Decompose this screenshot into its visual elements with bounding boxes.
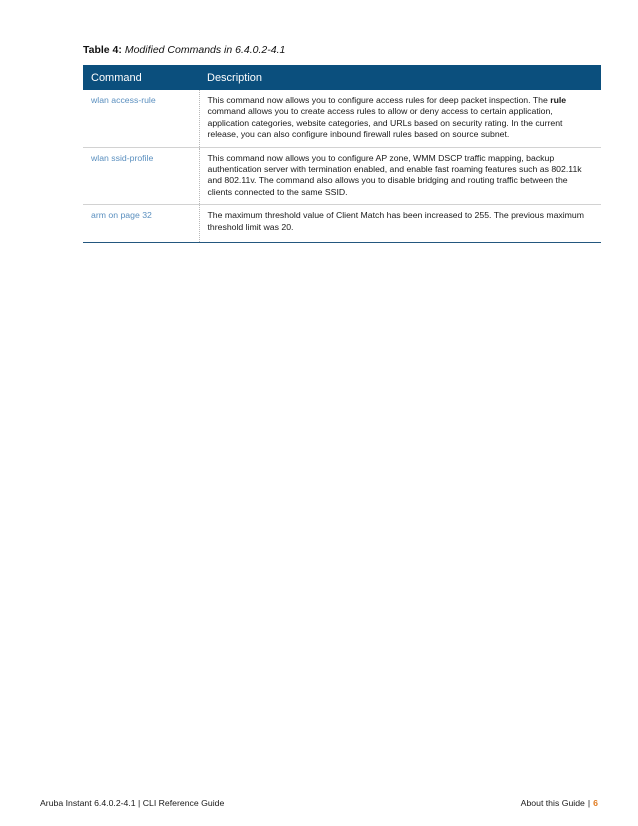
modified-commands-table xyxy=(83,65,601,243)
table-row xyxy=(83,90,601,147)
table-caption-label: Table 4: xyxy=(83,44,122,56)
column-header-command: Command xyxy=(83,65,199,90)
table-caption-title: Modified Commands in 6.4.0.2-4.1 xyxy=(124,44,286,56)
description-text: This command now allows you to configure access rules for deep packet inspection. The xyxy=(207,95,551,105)
table-caption xyxy=(83,44,285,56)
footer-document-title: Aruba Instant 6.4.0.2-4.1 | CLI Reference Guide xyxy=(40,798,225,808)
description-cell xyxy=(199,147,601,205)
description-text: The maximum threshold value of Client Match has been increased to 255. The previous maximum threshold limit was 20. xyxy=(207,210,584,232)
column-header-description: Description xyxy=(199,65,601,90)
table-header-row xyxy=(83,65,601,90)
footer-page-info xyxy=(521,798,598,808)
footer-separator: | xyxy=(587,798,591,808)
page-number: 6 xyxy=(593,798,598,808)
description-keyword: rule xyxy=(550,95,567,105)
footer-section-label: About this Guide xyxy=(520,798,585,808)
command-link-arm[interactable]: arm on page 32 xyxy=(83,205,199,243)
description-text: This command now allows you to configure AP zone, WMM DSCP traffic mapping, backup authentication server with termination enabled, and enable fast roaming features such as 802.11k and 802.11v. The command also allows you to disable bridging and routing traffic between the clients connected to the same SSID. xyxy=(207,152,582,197)
table-row xyxy=(83,147,601,205)
command-link-wlan-access-rule[interactable]: wlan access-rule xyxy=(83,90,199,147)
table-row xyxy=(83,205,601,243)
command-link-wlan-ssid-profile[interactable]: wlan ssid-profile xyxy=(83,147,199,205)
description-cell xyxy=(199,205,601,243)
description-text: command allows you to create access rules to allow or deny access to certain application, application categories, website categories, and URLs based on security rating. In the current release, you can also configure inbound firewall rules based on source subnet. xyxy=(207,106,563,140)
description-cell xyxy=(199,90,601,147)
